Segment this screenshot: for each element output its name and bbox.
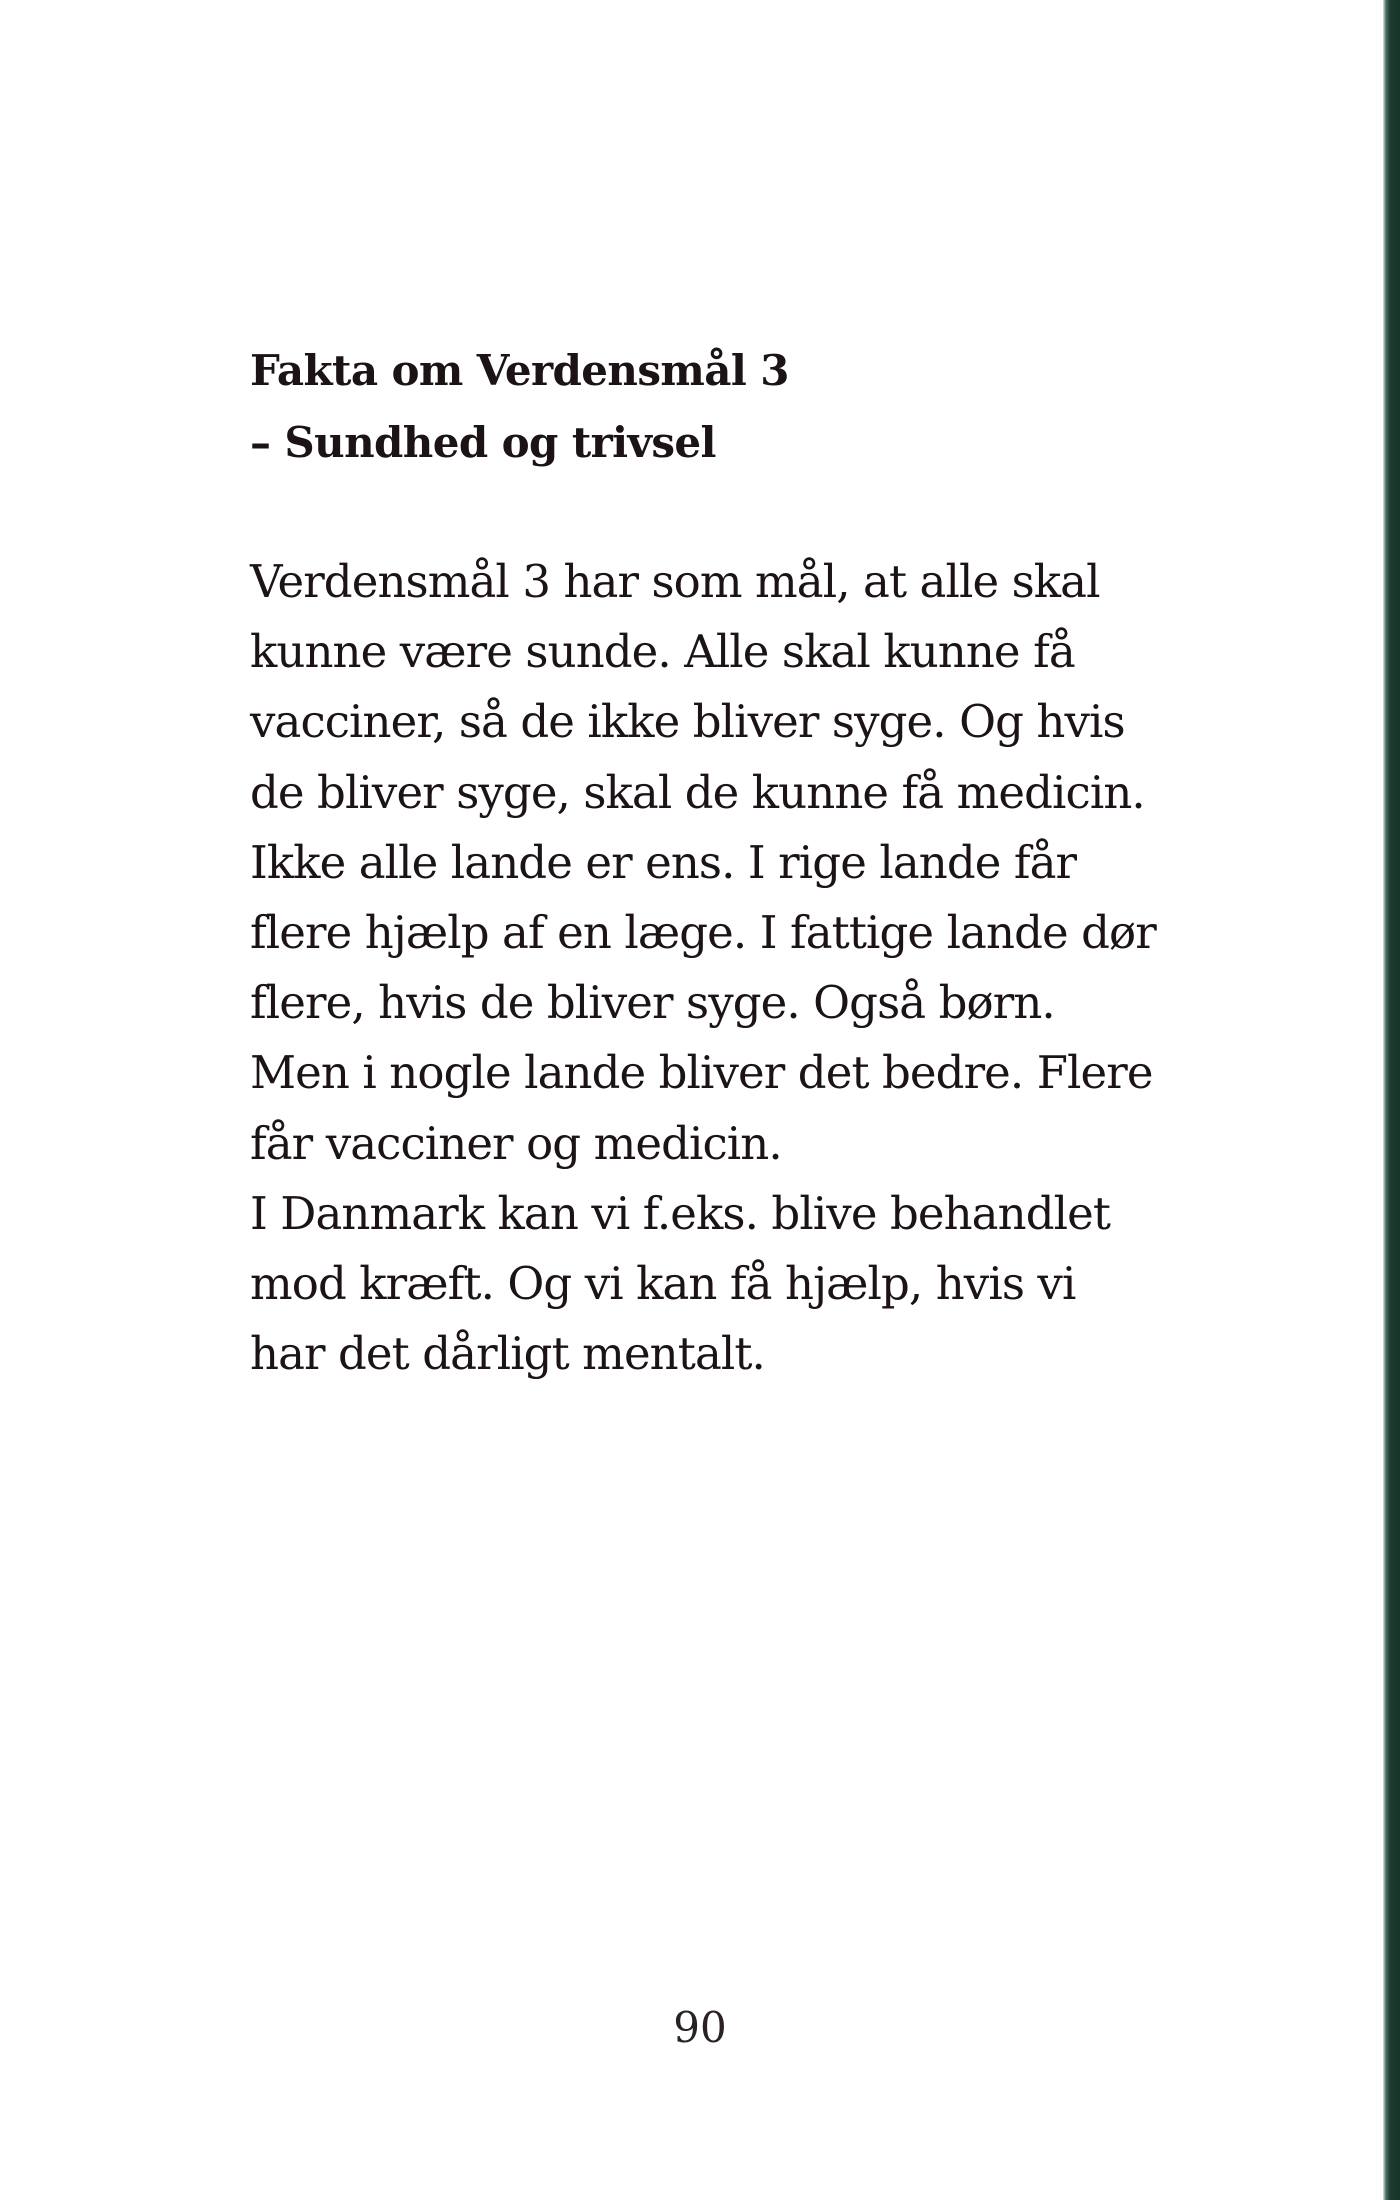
- heading-line-2: – Sundhed og trivsel: [250, 418, 716, 467]
- body-line: har det dårligt mentalt.: [250, 1327, 765, 1381]
- body-paragraph: [250, 547, 1250, 1389]
- body-line: I Danmark kan vi f.eks. blive behandlet: [250, 1186, 1111, 1240]
- section-heading: [250, 335, 1250, 479]
- page-content: [250, 335, 1250, 1389]
- body-line: kunne være sunde. Alle skal kunne få: [250, 625, 1075, 679]
- body-line: flere hjælp af en læge. I fattige lande dør: [250, 906, 1156, 960]
- body-line: flere, hvis de bliver syge. Også børn.: [250, 976, 1055, 1030]
- body-line: mod kræft. Og vi kan få hjælp, hvis vi: [250, 1257, 1076, 1311]
- body-line: Men i nogle lande bliver det bedre. Flere: [250, 1046, 1153, 1100]
- body-line: Ikke alle lande er ens. I rige lande får: [250, 835, 1077, 889]
- page-number: 90: [673, 2003, 727, 2052]
- body-line: får vacciner og medicin.: [250, 1116, 782, 1170]
- heading-line-1: Fakta om Verdensmål 3: [250, 346, 789, 395]
- body-line: vacciner, så de ikke bliver syge. Og hvis: [250, 695, 1125, 749]
- body-line: de bliver syge, skal de kunne få medicin.: [250, 765, 1145, 819]
- body-line: Verdensmål 3 har som mål, at alle skal: [250, 555, 1100, 608]
- page-edge-strip: [1383, 0, 1400, 2200]
